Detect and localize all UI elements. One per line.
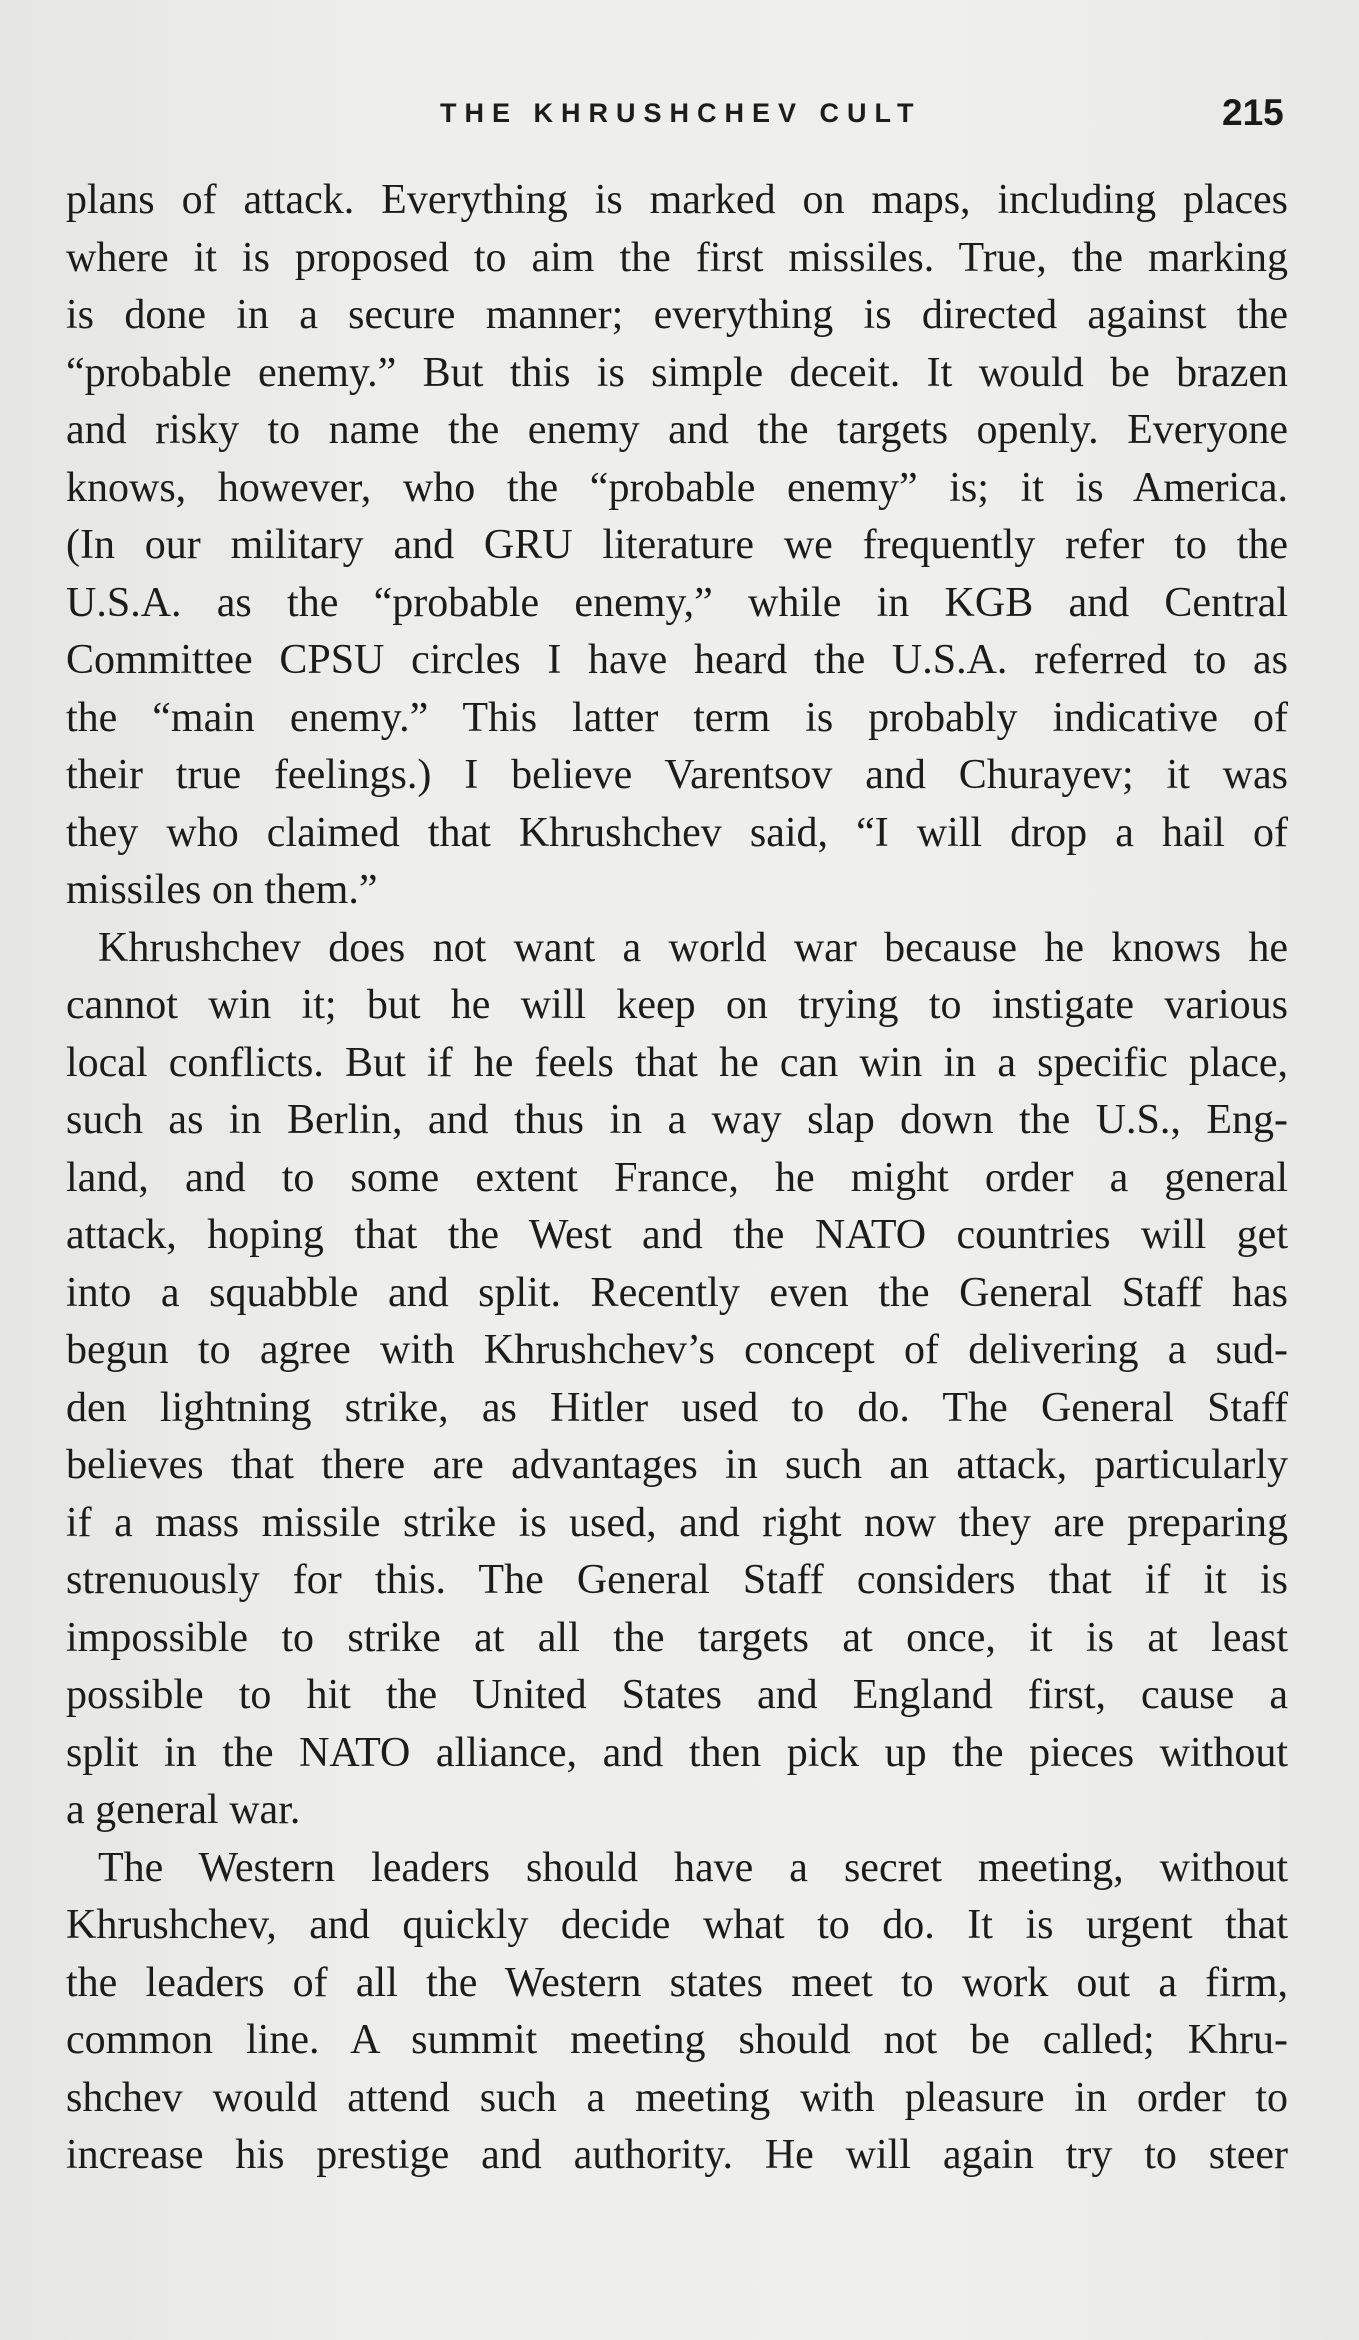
text-line: split in the NATO alliance, and then pick up the pieces without [66, 1729, 1288, 1776]
text-line: common line. A summit meeting should not be called; Khru- [66, 2017, 1288, 2063]
text-line: attack, hoping that the West and the NATO countries will get [66, 1212, 1288, 1258]
text-line: U.S.A. as the “probable enemy,” while in KGB and Central [66, 579, 1288, 626]
text-line: The Western leaders should have a secret meeting, without [98, 1844, 1288, 1891]
body-text [66, 172, 1288, 2185]
text-line: land, and to some extent France, he might order a general [66, 1154, 1288, 1201]
text-line: “probable enemy.” But this is simple deceit. It would be brazen [66, 349, 1288, 396]
paragraph-2 [66, 920, 1288, 1840]
text-line: the “main enemy.” This latter term is probably indicative of [66, 694, 1288, 741]
text-line: such as in Berlin, and thus in a way slap down the U.S., Eng- [66, 1097, 1288, 1143]
text-line: their true feelings.) I believe Varentsov and Churayev; it was [66, 752, 1288, 798]
text-line: cannot win it; but he will keep on trying to instigate various [66, 982, 1288, 1028]
text-line: believes that there are advantages in such an attack, particularly [66, 1442, 1288, 1488]
text-line: is done in a secure manner; everything is directed against the [66, 292, 1288, 338]
text-line: a general war. [66, 1787, 301, 1833]
text-line: Committee CPSU circles I have heard the U.S.A. referred to as [66, 637, 1288, 683]
text-line: and risky to name the enemy and the targets openly. Everyone [66, 407, 1288, 453]
paragraph-1 [66, 172, 1288, 920]
text-line: local conflicts. But if he feels that he can win in a specific place, [66, 1039, 1288, 1086]
text-line: Khrushchev, and quickly decide what to do. It is urgent that [66, 1902, 1288, 1948]
text-line: begun to agree with Khrushchev’s concept of delivering a sud- [66, 1327, 1288, 1373]
text-line: possible to hit the United States and England first, cause a [66, 1672, 1288, 1718]
text-line: impossible to strike at all the targets at once, it is at least [66, 1614, 1288, 1661]
page-number: 215 [1222, 92, 1284, 133]
text-line: increase his prestige and authority. He will again try to steer [66, 2132, 1288, 2178]
text-line: den lightning strike, as Hitler used to do. The General Staff [66, 1384, 1288, 1431]
text-line: knows, however, who the “probable enemy” is; it is America. [66, 464, 1288, 511]
text-line: strenuously for this. The General Staff considers that if it is [66, 1557, 1288, 1603]
text-line: into a squabble and split. Recently even the General Staff has [66, 1269, 1288, 1316]
text-line: the leaders of all the Western states meet to work out a firm, [66, 1959, 1288, 2006]
text-line: where it is proposed to aim the first missiles. True, the marking [66, 234, 1288, 281]
text-line: (In our military and GRU literature we frequently refer to the [66, 522, 1288, 568]
text-line: shchev would attend such a meeting with pleasure in order to [66, 2074, 1288, 2121]
text-line: missiles on them.” [66, 867, 378, 913]
running-title: THE KHRUSHCHEV CULT [440, 98, 922, 128]
text-line: Khrushchev does not want a world war because he knows he [98, 924, 1288, 971]
text-line: plans of attack. Everything is marked on maps, including places [66, 177, 1288, 223]
running-header [0, 92, 1359, 142]
text-line: they who claimed that Khrushchev said, “I will drop a hail of [66, 809, 1288, 856]
paragraph-3 [66, 1840, 1288, 2185]
text-line: if a mass missile strike is used, and right now they are preparing [66, 1499, 1288, 1546]
